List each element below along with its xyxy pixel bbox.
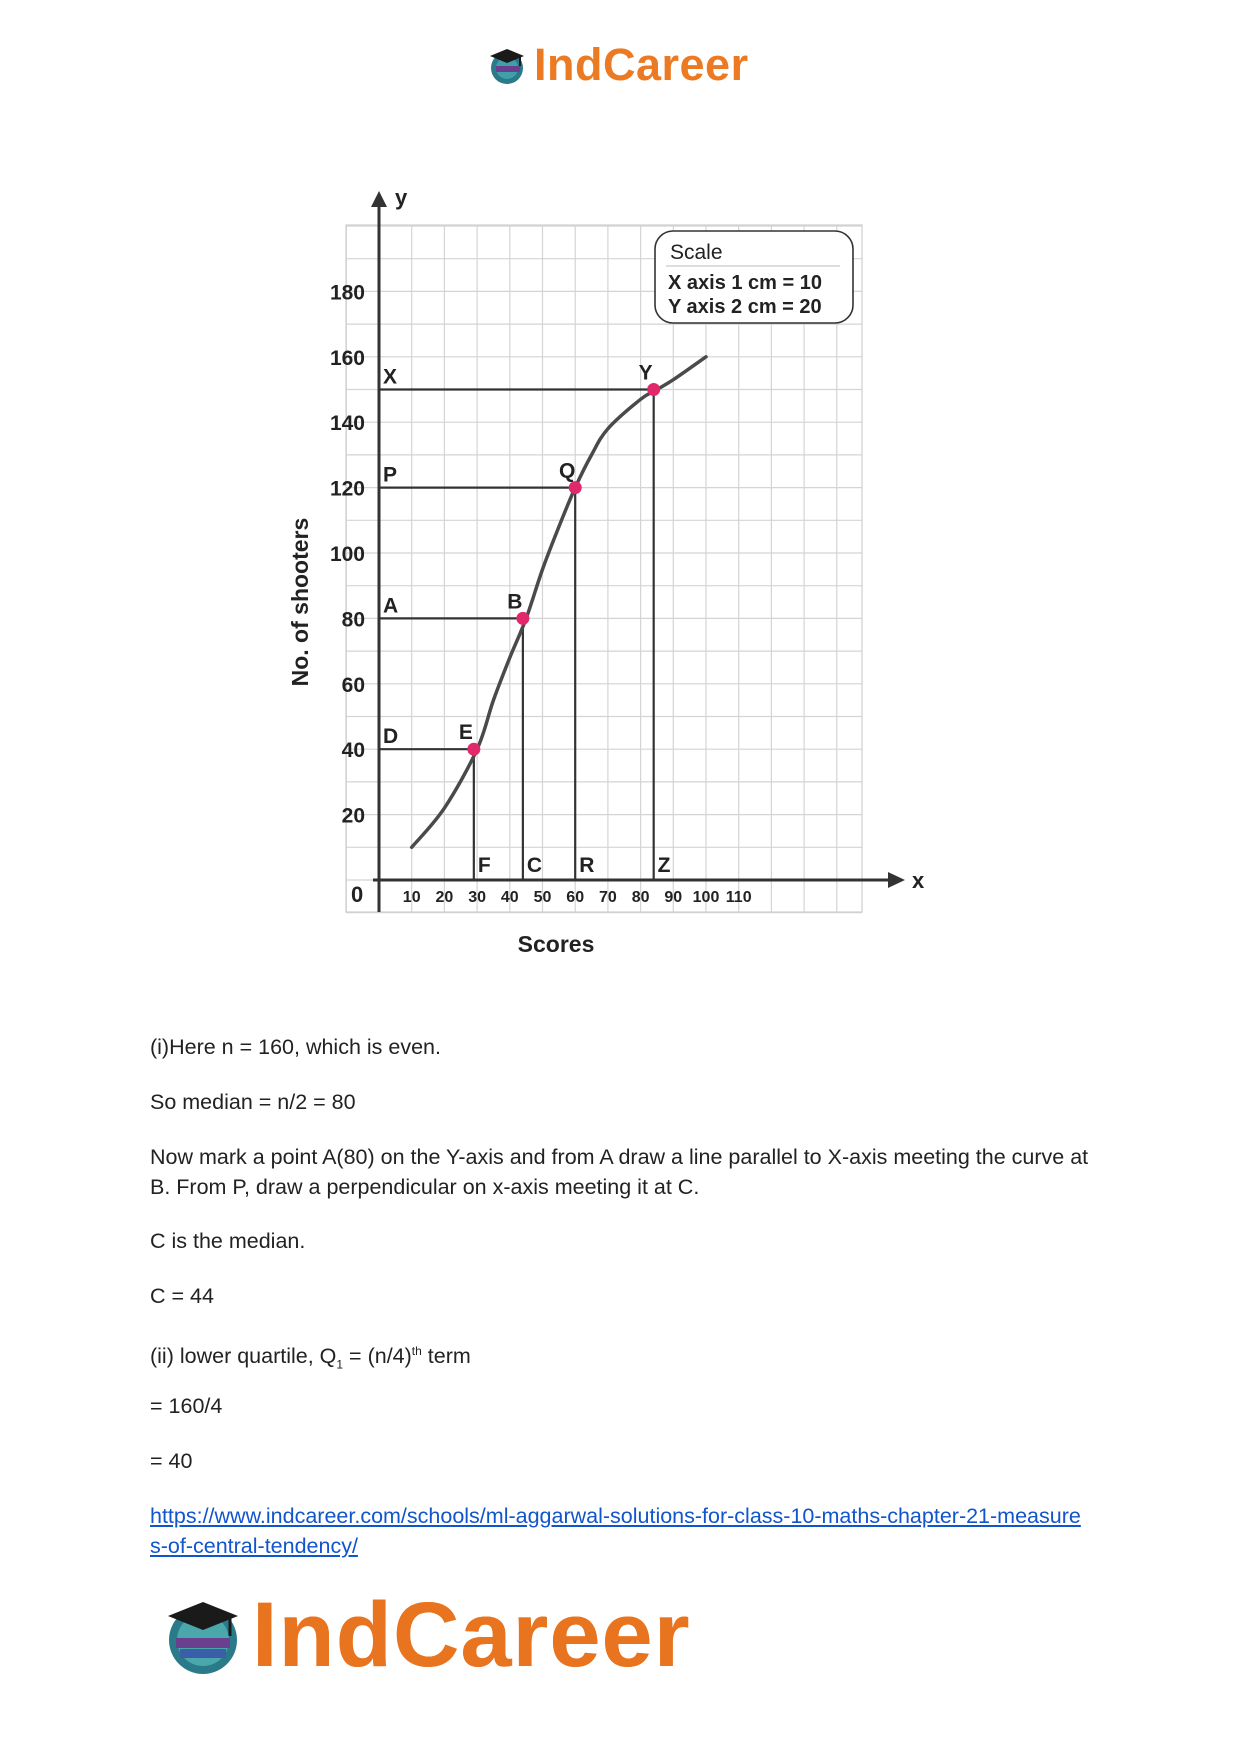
chart-svg bbox=[280, 185, 940, 975]
x-axis-title: Scores bbox=[517, 931, 595, 957]
x-mark-z: Z bbox=[657, 854, 671, 877]
indcareer-logo-bottom bbox=[160, 1580, 691, 1690]
solution-line-1: (i)Here n = 160, which is even. bbox=[150, 1035, 441, 1059]
scale-box-title: Scale bbox=[670, 241, 723, 264]
x-tick-label: 110 bbox=[725, 889, 752, 906]
q1-text: (ii) lower quartile, Q bbox=[150, 1344, 337, 1369]
ogive-curve bbox=[412, 357, 706, 848]
y-mark-x: X bbox=[383, 365, 398, 389]
graduation-cap-globe-icon bbox=[486, 44, 528, 86]
solution-line-7: = 160/4 bbox=[150, 1394, 223, 1418]
x-mark-r: R bbox=[579, 854, 595, 877]
point-label-b: B bbox=[507, 590, 523, 614]
q1-superscript: th bbox=[411, 1344, 422, 1358]
y-axis-title: No. of shooters bbox=[287, 517, 313, 687]
y-axis-letter: y bbox=[395, 185, 408, 210]
point-label-q: Q bbox=[559, 459, 576, 483]
x-tick-label: 10 bbox=[402, 889, 421, 906]
y-mark-d: D bbox=[383, 725, 399, 749]
grid-border bbox=[346, 225, 862, 912]
y-tick-label: 120 bbox=[329, 477, 365, 501]
point-label-e: E bbox=[458, 721, 473, 745]
y-tick-label: 160 bbox=[329, 346, 365, 370]
ogive-chart bbox=[280, 185, 940, 975]
source-link-line bbox=[150, 1501, 1090, 1561]
y-axis-arrow bbox=[371, 191, 387, 207]
x-tick-label: 100 bbox=[692, 889, 720, 906]
scale-box-x: X axis 1 cm = 10 bbox=[668, 272, 823, 294]
x-tick-label: 50 bbox=[533, 889, 552, 906]
x-tick-label: 70 bbox=[599, 889, 617, 906]
x-tick-label: 60 bbox=[566, 889, 585, 906]
x-axis-letter: x bbox=[912, 868, 925, 893]
x-tick-label: 80 bbox=[631, 889, 650, 906]
origin-label: 0 bbox=[351, 882, 364, 907]
x-axis-arrow bbox=[888, 872, 905, 888]
logo-text: IndCareer bbox=[534, 39, 749, 90]
x-mark-f: F bbox=[477, 854, 491, 877]
data-point-e bbox=[467, 743, 480, 756]
x-tick-label: 20 bbox=[435, 889, 454, 906]
q1-subscript: 1 bbox=[336, 1357, 344, 1372]
y-tick-label: 40 bbox=[341, 739, 365, 763]
solution-line-4: C is the median. bbox=[150, 1229, 306, 1253]
y-tick-label: 80 bbox=[341, 608, 365, 632]
point-label-y: Y bbox=[638, 361, 653, 385]
logo-text-large: IndCareer bbox=[252, 1583, 691, 1686]
scale-box-y: Y axis 2 cm = 20 bbox=[668, 296, 822, 318]
data-point-b bbox=[516, 612, 529, 625]
x-mark-c: C bbox=[526, 854, 543, 877]
y-tick-label: 60 bbox=[341, 673, 365, 697]
data-point-y bbox=[647, 383, 660, 396]
x-tick-label: 30 bbox=[468, 889, 486, 906]
solution-line-8: = 40 bbox=[150, 1449, 193, 1473]
indcareer-logo-top bbox=[486, 38, 749, 92]
y-tick-label: 140 bbox=[329, 412, 365, 436]
source-link[interactable]: https://www.indcareer.com/schools/ml-aggarwal-solutions-for-class-10-maths-chapter-21-measures-of-central-tendency/ bbox=[150, 1504, 1081, 1558]
y-tick-label: 180 bbox=[329, 281, 365, 305]
solution-line-3: Now mark a point A(80) on the Y-axis and from A draw a line parallel to X-axis meeting the curve at B. From P, draw a perpendicular on x-axis meeting it at C. bbox=[150, 1145, 1089, 1199]
y-mark-p: P bbox=[383, 463, 398, 487]
x-tick-label: 90 bbox=[664, 889, 683, 906]
q1-term: term bbox=[421, 1344, 471, 1369]
solution-line-6 bbox=[150, 1336, 1100, 1379]
y-tick-label: 100 bbox=[329, 543, 365, 566]
solution-line-2: So median = n/2 = 80 bbox=[150, 1090, 356, 1114]
q1-formula: = (n/4) bbox=[343, 1344, 412, 1369]
y-tick-label: 20 bbox=[341, 804, 365, 828]
x-tick-label: 40 bbox=[500, 889, 519, 906]
y-mark-a: A bbox=[383, 594, 399, 618]
graduation-cap-books-icon bbox=[160, 1592, 246, 1678]
solution-line-5: C = 44 bbox=[150, 1284, 214, 1308]
data-point-q bbox=[569, 481, 582, 494]
